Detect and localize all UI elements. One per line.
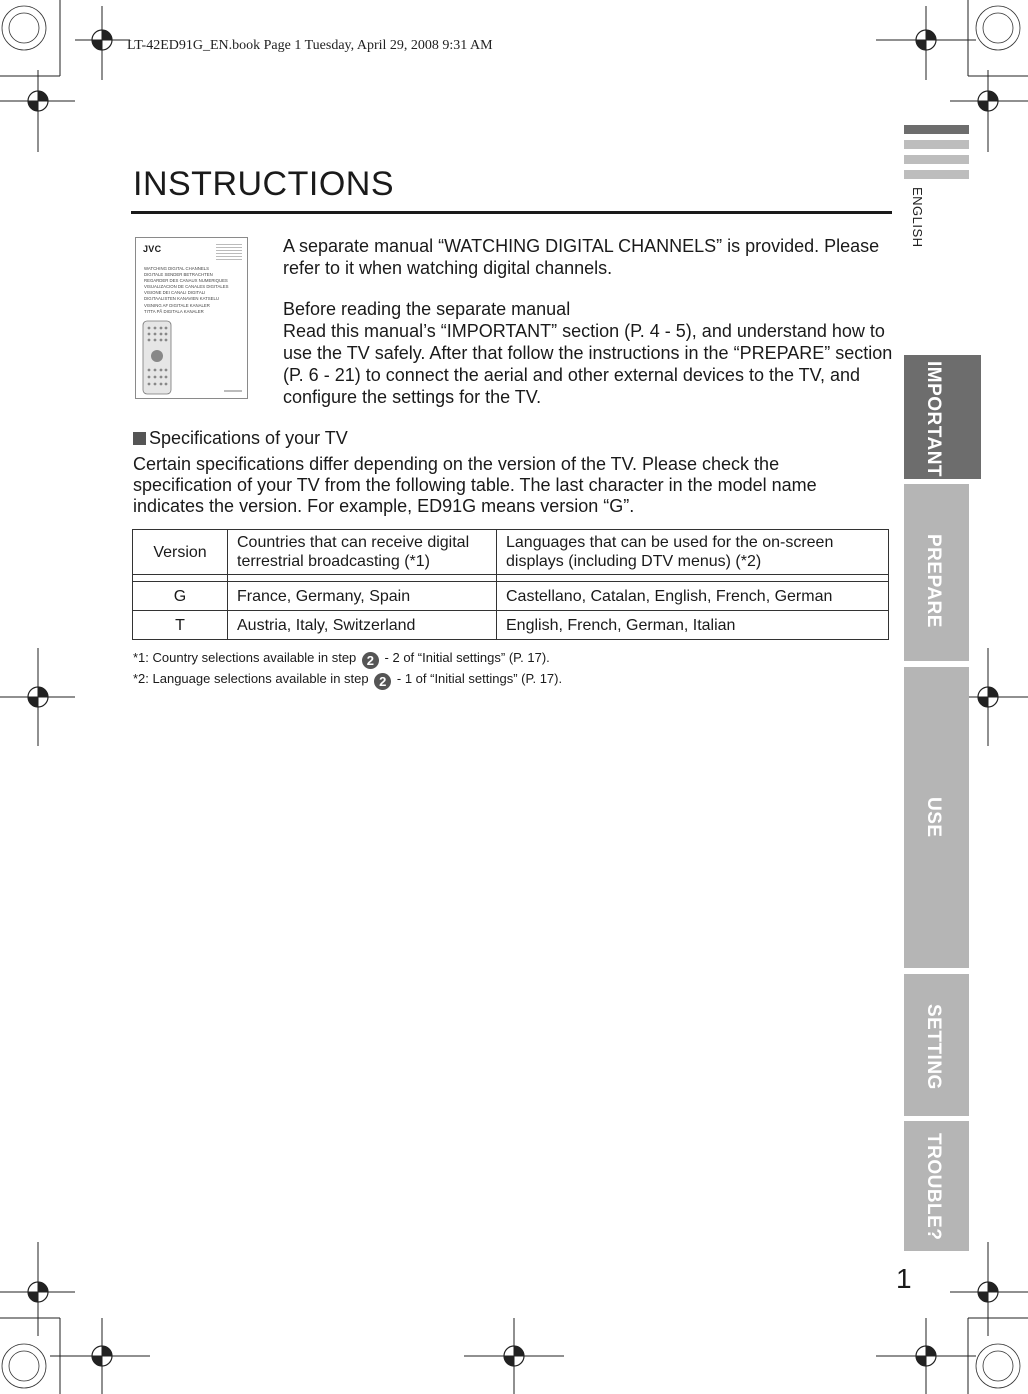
spec-description: Certain specifications differ depending on the version of the TV. Please check the specification of your TV from the following table. The last character in the model name indicates the version. For example, ED91G means version “G”. xyxy=(133,454,817,516)
table-row xyxy=(133,582,889,611)
remote-control-icon xyxy=(142,320,172,395)
intro-text xyxy=(283,235,893,408)
intro-paragraph-2: Read this manual’s “IMPORTANT” section (P. 4 - 5), and understand how to use the TV safely. After that follow the instructions in the “PREPARE” section (P. 6 - 21) to connect the aerial and other external devices to the TV, and configure the settings for the TV. xyxy=(283,321,893,407)
table-cell: T xyxy=(133,611,228,640)
thumbnail-titles: WATCHING DIGITAL CHANNELS DIGITALE SENDER BETRACHTEN REGARDER DES CANAUX NUMERIQUES VISUALIZACION DE CANALES DIGITALES VISIONE DEI CANALI DIGITALI DIGITAALISTEN KANAVIEN KATSELU VISNING AF DIGITALE KANALER TITTA PÅ DIGITALA KANALER xyxy=(144,266,229,314)
spec-heading: Specifications of your TV xyxy=(133,428,348,449)
table-header-cell: Languages that can be used for the on-screen displays (including DTV menus) (*2) xyxy=(497,530,889,575)
language-bar xyxy=(904,155,969,164)
table-cell: Austria, Italy, Switzerland xyxy=(228,611,497,640)
thumbnail-code xyxy=(224,390,242,392)
table-double-rule xyxy=(133,575,889,582)
spec-table xyxy=(132,529,889,640)
manual-thumbnail xyxy=(135,237,248,399)
language-bar xyxy=(904,140,969,149)
language-bar xyxy=(904,170,969,179)
table-row xyxy=(133,611,889,640)
title-rule xyxy=(131,211,892,214)
tab-use[interactable]: USE xyxy=(904,667,969,968)
tab-prepare[interactable]: PREPARE xyxy=(904,484,969,661)
table-cell: Castellano, Catalan, English, French, German xyxy=(497,582,889,611)
table-cell: English, French, German, Italian xyxy=(497,611,889,640)
step-number-icon: 2 xyxy=(374,673,391,690)
table-cell: G xyxy=(133,582,228,611)
book-header: LT-42ED91G_EN.book Page 1 Tuesday, April 29, 2008 9:31 AM xyxy=(127,38,493,53)
language-label: ENGLISH xyxy=(910,187,925,248)
square-bullet-icon xyxy=(133,432,146,445)
table-cell: France, Germany, Spain xyxy=(228,582,497,611)
tab-setting[interactable]: SETTING xyxy=(904,974,969,1116)
table-header-cell: Countries that can receive digital terrestrial broadcasting (*1) xyxy=(228,530,497,575)
page-title: INSTRUCTIONS xyxy=(133,165,394,203)
tab-trouble[interactable]: TROUBLE? xyxy=(904,1121,969,1251)
table-header-row xyxy=(133,530,889,575)
intro-paragraph-1: A separate manual “WATCHING DIGITAL CHANNELS” is provided. Please refer to it when watching digital channels. xyxy=(283,236,880,278)
step-number-icon: 2 xyxy=(362,652,379,669)
page-number: 1 xyxy=(896,1263,912,1294)
footnote-2: *2: Language selections available in step 2 - 1 of “Initial settings” (P. 17). xyxy=(133,671,563,689)
tab-important[interactable]: IMPORTANT xyxy=(904,355,981,479)
footnote-1: *1: Country selections available in step 2 - 2 of “Initial settings” (P. 17). xyxy=(133,650,550,668)
language-bar-active xyxy=(904,125,969,134)
table-header-cell: Version xyxy=(133,530,228,575)
brand-logo: JVC xyxy=(143,244,162,254)
intro-subtitle: Before reading the separate manual xyxy=(283,299,571,319)
thumbnail-model-lines xyxy=(216,244,242,262)
